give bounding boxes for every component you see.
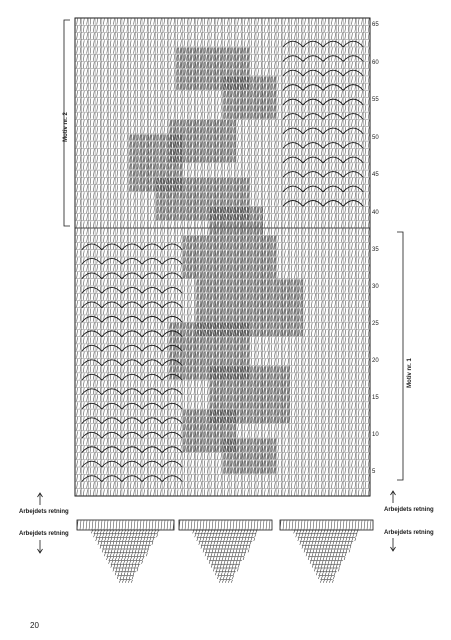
motif-1-label: Motiv nr. 1 [407,358,413,388]
edging-triangle [91,530,159,583]
arrow-up-icon [38,493,43,505]
row-number: 55 [372,97,379,103]
page-number: 20 [30,621,39,630]
motif-1-bracket [397,232,403,480]
edging-charts [77,520,373,583]
edging-triangle [193,530,259,583]
row-number: 60 [372,60,379,66]
edging-band-stitches [280,521,371,530]
row-number: 10 [372,432,379,438]
row-number: 25 [372,321,379,327]
edging-band-stitches [179,521,270,530]
row-number: 5 [372,469,376,475]
direction-label-left-top: Arbejdets retning [19,509,69,515]
row-number: 50 [372,135,379,141]
direction-label-right-bottom: Arbejdets retning [384,530,434,536]
row-number: 45 [372,172,379,178]
row-number: 20 [372,358,379,364]
motif-2-label: Motiv nr. 2 [63,112,69,142]
arrow-down-icon [38,540,43,553]
direction-arrows [38,491,396,553]
direction-label-left-bottom: Arbejdets retning [19,531,69,537]
edging-band-stitches [77,521,174,530]
row-number: 30 [372,284,379,290]
direction-label-right-top: Arbejdets retning [384,507,434,513]
edging-triangle [294,530,360,583]
row-number: 65 [372,22,379,28]
row-number: 40 [372,210,379,216]
arrow-up-icon [391,491,396,503]
wave-lower-left [82,244,183,482]
row-number: 15 [372,395,379,401]
row-number: 35 [372,247,379,253]
arrow-down-icon [391,538,396,551]
